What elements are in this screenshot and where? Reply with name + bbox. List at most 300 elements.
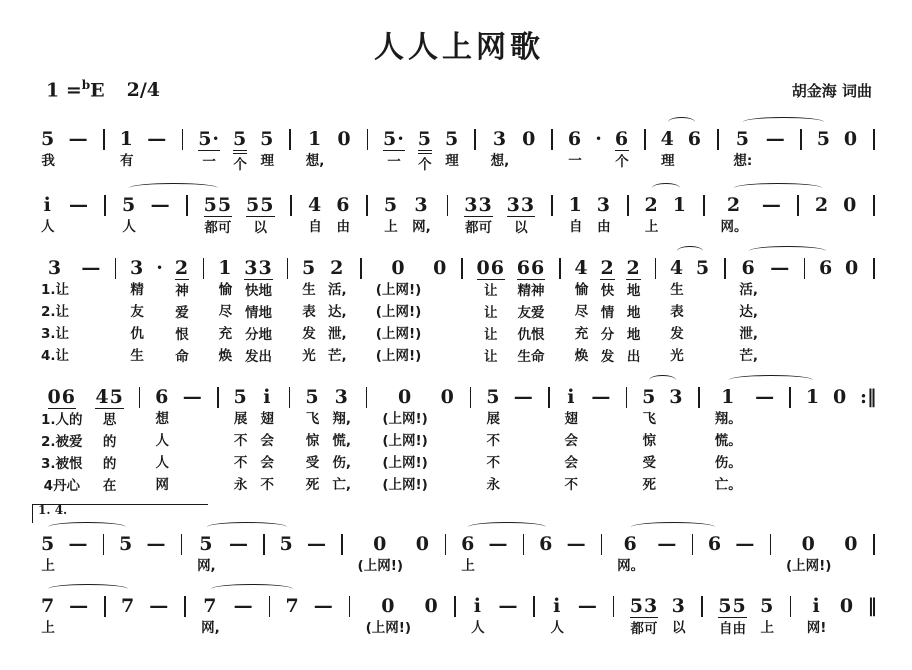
note: 3: [130, 257, 145, 280]
barline: [790, 596, 792, 617]
note: 66: [516, 257, 546, 280]
duration-dash: —: [69, 595, 89, 618]
note-column: [40, 257, 70, 367]
note-column: [285, 595, 301, 639]
note-column: [101, 595, 109, 639]
duration-dash: —: [488, 533, 508, 556]
rest: 0: [415, 533, 430, 556]
note-column: [719, 194, 748, 238]
lyric-syllable: 爱: [175, 305, 189, 322]
lyric-syllable: 快地: [245, 283, 273, 300]
note-column: [338, 533, 346, 577]
music-line: [40, 244, 878, 368]
note-column: [181, 595, 189, 639]
rest: 0: [844, 533, 859, 556]
note-column: [669, 257, 685, 367]
note-column: [467, 386, 475, 496]
lyric-syllable: 发出: [245, 349, 273, 366]
note-column: [415, 533, 431, 577]
lyric-syllable: 2.让: [41, 304, 70, 321]
note: 2: [626, 257, 641, 280]
augmentation-dot: ·: [595, 128, 602, 151]
note: 1: [119, 128, 134, 151]
rest: 0: [433, 257, 448, 280]
duration-dash: —: [233, 595, 253, 618]
time-signature: 2/4: [126, 79, 161, 102]
lyric-syllable: 尽: [218, 304, 233, 321]
note-column: [516, 257, 546, 368]
note-column: [200, 257, 208, 367]
lyric-syllable: 情: [600, 305, 615, 322]
barline: [523, 534, 525, 555]
note-column: [67, 128, 89, 172]
duration-dash: —: [577, 595, 597, 618]
lyric-syllable: 惊: [305, 433, 320, 450]
barline: [454, 596, 456, 617]
note-column: [363, 386, 371, 496]
lyric-syllable: 自由: [718, 621, 746, 638]
lyric-syllable: 我: [41, 153, 55, 170]
lyric-syllable: 的: [102, 434, 117, 451]
lyric-syllable: 仇恨: [517, 327, 545, 344]
tie-arc: [677, 246, 703, 256]
key-time-signature: [46, 78, 160, 101]
note-column: [336, 128, 352, 172]
barline: [703, 195, 705, 216]
note: 1: [307, 128, 323, 151]
note-column: [365, 595, 413, 639]
barline: [644, 129, 646, 150]
lyric-syllable: 上: [644, 219, 659, 236]
note-column: [545, 386, 553, 496]
lyric-syllable: 一: [387, 154, 401, 171]
note-column: [497, 595, 519, 639]
tie-arc: [211, 584, 294, 594]
note-column: [660, 128, 676, 172]
note-column: [573, 257, 589, 367]
lyric-syllable: 情地: [245, 305, 273, 322]
lyric-syllable: 个: [418, 157, 432, 174]
note: 2: [644, 194, 659, 217]
duration-dash: —: [591, 386, 611, 409]
barline: [269, 596, 271, 617]
note-column: [786, 386, 794, 496]
lyric-syllable: (上网!): [382, 477, 428, 494]
note-column: [506, 194, 536, 239]
lyric-syllable: 想:: [733, 153, 753, 170]
note-column: [548, 194, 556, 238]
lyric-syllable: 焕: [574, 348, 589, 365]
note-column: [203, 194, 233, 239]
note: 53: [629, 595, 659, 618]
lyric-syllable: 上: [384, 219, 398, 236]
duration-dash: —: [81, 257, 101, 280]
volta-label: 1. 4.: [38, 503, 68, 518]
note-column: [549, 595, 565, 639]
note-column: [243, 257, 273, 368]
lyric-syllable: (上网!): [785, 558, 832, 575]
note-column: [232, 595, 254, 639]
barline: [290, 195, 292, 216]
note-column: [119, 128, 135, 172]
lyric-syllable: 翔,: [332, 411, 352, 428]
note-column: [382, 128, 406, 173]
note-column: [67, 533, 89, 577]
lyric-syllable: 会: [260, 433, 275, 450]
note: 4: [308, 194, 323, 217]
note-column: [181, 386, 203, 496]
rest: 0: [373, 533, 388, 556]
note-column: [568, 194, 584, 238]
barline: [717, 129, 719, 150]
rest: 0: [381, 595, 396, 618]
barline: [533, 596, 535, 617]
note: 5: [41, 128, 56, 151]
note: 2: [600, 257, 615, 280]
note: i: [812, 595, 821, 618]
note-column: [801, 257, 809, 367]
barline: [203, 258, 205, 279]
note-column: [707, 533, 723, 577]
note-column: [714, 128, 722, 172]
rest: 0: [522, 128, 537, 151]
note-column: [641, 128, 649, 172]
note: 5·: [383, 128, 405, 151]
tie-arc: [652, 183, 680, 193]
note-column: [375, 257, 423, 367]
barline: [474, 129, 476, 150]
note-column: [623, 386, 631, 496]
duration-dash: —: [313, 595, 333, 618]
note-column: [842, 194, 858, 238]
note-column: [816, 128, 832, 172]
note: 5: [444, 128, 460, 151]
note: 6: [336, 194, 351, 217]
lyric-syllable: 快: [600, 283, 615, 300]
meta-row: [46, 78, 872, 101]
note-column: [521, 128, 537, 172]
note-column: [304, 386, 320, 496]
lyric-syllable: 上: [41, 558, 55, 575]
note: 4: [574, 257, 589, 280]
duration-dash: —: [735, 533, 755, 556]
note-column: [700, 194, 708, 238]
duration-dash: —: [68, 194, 88, 217]
note: 06: [476, 257, 505, 280]
note-column: [40, 128, 56, 172]
note-column: [307, 194, 323, 238]
augmentation-dot: ·: [156, 257, 163, 280]
lyric-syllable: 命: [175, 349, 189, 366]
note-column: [458, 257, 466, 367]
note-column: [538, 533, 554, 577]
note-column: [616, 533, 645, 577]
note-column: [512, 386, 534, 496]
tie-arc: [729, 375, 814, 385]
note-column: [839, 595, 855, 639]
lyric-syllable: 惊: [642, 433, 657, 450]
note-column: [590, 386, 612, 496]
lyric-syllable: 地: [626, 305, 641, 322]
note-column: [598, 533, 606, 577]
note-column: [564, 386, 580, 496]
note-column: [94, 386, 124, 497]
lyric-syllable: 光: [302, 348, 316, 365]
lyric-syllable: 网,: [201, 620, 220, 637]
note-column: [687, 128, 703, 172]
note: 55: [246, 194, 275, 217]
tie-arc: [734, 183, 823, 193]
barline: [360, 258, 362, 279]
note: 5: [695, 257, 711, 280]
note: 5: [486, 386, 501, 409]
rest: 0: [424, 595, 439, 618]
note: 3: [334, 386, 349, 409]
note-column: [471, 128, 479, 172]
note-column: [785, 533, 833, 577]
lyric-syllable: 会: [260, 455, 275, 472]
tie-arc: [743, 117, 825, 127]
lyric-syllable: 不: [486, 455, 501, 472]
barline: [217, 387, 219, 408]
music-line: [40, 181, 878, 239]
key-note: E: [90, 79, 105, 102]
barline: [287, 258, 289, 279]
note-column: [832, 386, 848, 496]
lyric-syllable: 自: [568, 219, 583, 236]
lyric-syllable: 发: [600, 349, 615, 366]
note-column: [764, 128, 786, 172]
note-column: [245, 194, 275, 239]
note-column: [179, 128, 187, 172]
note-column: [68, 595, 90, 639]
note-column: [671, 595, 687, 639]
lyric-syllable: 充: [218, 326, 233, 343]
note: 6: [687, 128, 702, 151]
lyric-syllable: 不: [564, 477, 579, 494]
note-column: [80, 257, 102, 367]
lyric-syllable: 活,: [739, 282, 758, 299]
note: 55: [203, 194, 233, 217]
lyric-syllable: 达,: [327, 304, 347, 321]
lyric-syllable: 上: [41, 620, 55, 637]
lyric-syllable: 3.让: [41, 326, 70, 343]
lyric-syllable: 友: [130, 304, 144, 321]
note-column: [154, 386, 170, 496]
lyric-syllable: 精神: [517, 283, 545, 300]
barline: [349, 596, 351, 617]
lyric-syllable: 由: [336, 219, 351, 236]
final-barline: ‖: [867, 595, 877, 618]
note-column: [227, 533, 249, 577]
flat-accidental: b: [81, 78, 91, 92]
note: 3: [596, 194, 612, 217]
note: 6: [539, 533, 554, 556]
note-column: [769, 257, 791, 367]
lyric-syllable: 飞: [642, 411, 657, 428]
barline: [367, 129, 369, 150]
lyric-syllable: 一: [202, 154, 216, 171]
rest: 0: [440, 386, 455, 409]
note-column: [183, 194, 191, 238]
lyric-syllable: 不: [486, 433, 501, 450]
note-column: [444, 128, 460, 172]
notation-row: [40, 257, 878, 368]
note: 6: [155, 386, 170, 409]
note-column: [644, 194, 660, 238]
lyric-syllable: 上: [461, 558, 475, 575]
duration-dash: —: [149, 595, 169, 618]
note-column: [232, 128, 248, 176]
note-column: [594, 128, 603, 172]
lyric-syllable: 的: [102, 456, 117, 473]
lyric-syllable: 活,: [327, 282, 347, 299]
duration-dash: —: [657, 533, 677, 556]
score: [40, 115, 878, 640]
note-column: [136, 386, 144, 496]
lyric-syllable: 翅: [260, 411, 275, 428]
tie-arc: [48, 584, 128, 594]
note-column: [440, 386, 456, 496]
note-column: [476, 257, 506, 368]
lyric-syllable: 网。: [617, 558, 645, 575]
note-column: [411, 194, 432, 238]
note-column: [444, 194, 452, 238]
lyric-syllable: 理: [260, 153, 274, 170]
note-column: [596, 194, 612, 238]
notation-row: [40, 386, 878, 497]
note-column: [576, 595, 598, 639]
lyric-syllable: 人: [471, 620, 485, 637]
lyric-syllable: 1.让: [41, 282, 70, 299]
lyric-syllable: 亡。: [714, 477, 742, 494]
barline: [186, 195, 188, 216]
notation-row: [40, 128, 878, 176]
duration-dash: —: [146, 533, 166, 556]
lyric-syllable: 人: [122, 219, 136, 236]
note: 33: [506, 194, 536, 217]
barline: [103, 129, 105, 150]
note-column: [301, 257, 317, 367]
lyric-syllable: 以: [671, 620, 686, 637]
notation-row: [40, 595, 878, 640]
barline: [559, 258, 561, 279]
note-column: [870, 128, 878, 172]
barline: [800, 129, 802, 150]
lyric-syllable: 芒,: [739, 348, 758, 365]
note: 1: [805, 386, 821, 409]
note: 4: [660, 128, 675, 151]
duration-dash: —: [765, 128, 785, 151]
note-column: [695, 257, 711, 367]
note: 5·: [198, 128, 221, 151]
music-line: [40, 373, 878, 497]
lyric-syllable: (上网!): [375, 326, 422, 343]
barline: [366, 195, 368, 216]
lyric-syllable: 4.让: [41, 348, 70, 365]
note-column: [101, 194, 109, 238]
note-column: [363, 194, 371, 238]
barline: [724, 258, 726, 279]
lyric-syllable: (上网!): [375, 348, 422, 365]
note: 5: [121, 194, 137, 217]
note: i: [263, 386, 272, 409]
barline: [182, 129, 184, 150]
note: 5: [816, 128, 831, 151]
barline: [103, 534, 105, 555]
note: i: [567, 386, 576, 409]
tie-arc: [468, 522, 546, 532]
lyric-syllable: (上网!): [357, 558, 404, 575]
barline: [461, 258, 463, 279]
note-column: [672, 194, 688, 238]
note-column: [738, 257, 759, 367]
lyric-syllable: 会: [564, 433, 579, 450]
lyric-syllable: 网,: [412, 219, 431, 236]
note-column: [357, 533, 405, 577]
lyric-syllable: 2.被爱: [41, 434, 83, 451]
note: 3: [414, 194, 429, 217]
note-column: [259, 128, 275, 172]
lyric-syllable: 分: [600, 327, 615, 344]
note-column: [284, 257, 292, 367]
rest: 0: [801, 533, 816, 556]
note-column: [155, 257, 164, 367]
lyric-syllable: (上网!): [375, 282, 422, 299]
note-column: [866, 595, 878, 639]
note: 5: [305, 386, 320, 409]
note-column: [759, 595, 775, 639]
note-column: [760, 194, 782, 238]
note: 1: [568, 194, 583, 217]
tie-arc: [207, 522, 288, 532]
lyric-syllable: 飞: [305, 411, 320, 428]
lyric-syllable: 以: [514, 220, 528, 237]
note-column: [818, 257, 834, 367]
note-column: [118, 533, 134, 577]
lyric-syllable: 网,: [197, 558, 216, 575]
note-column: [120, 595, 136, 639]
note: 5: [41, 533, 56, 556]
lyric-syllable: 亡,: [332, 477, 352, 494]
note: i: [473, 595, 482, 618]
note: 5: [642, 386, 657, 409]
duration-dash: —: [68, 533, 88, 556]
lyric-syllable: 出: [626, 349, 641, 366]
note-column: [451, 595, 459, 639]
notation-row: [40, 533, 878, 577]
note-column: [40, 194, 56, 238]
note: 1: [721, 386, 736, 409]
lyric-syllable: 自: [308, 219, 322, 236]
note: 5: [735, 128, 750, 151]
barline: [184, 596, 186, 617]
lyric-syllable: 达,: [739, 304, 758, 321]
lyric-syllable: (上网!): [365, 620, 412, 637]
lyric-syllable: 焕: [218, 348, 233, 365]
lyric-syllable: 愉: [218, 282, 233, 299]
barline: [770, 534, 772, 555]
note: 2: [814, 194, 830, 217]
lyric-syllable: 一: [568, 153, 582, 170]
lyric-syllable: 人: [155, 455, 169, 472]
note-column: [197, 128, 221, 173]
note-column: [424, 595, 440, 639]
lyric-syllable: 让: [483, 305, 498, 322]
note: 7: [203, 595, 218, 618]
note: 2: [330, 257, 345, 280]
rest: 0: [832, 386, 848, 409]
